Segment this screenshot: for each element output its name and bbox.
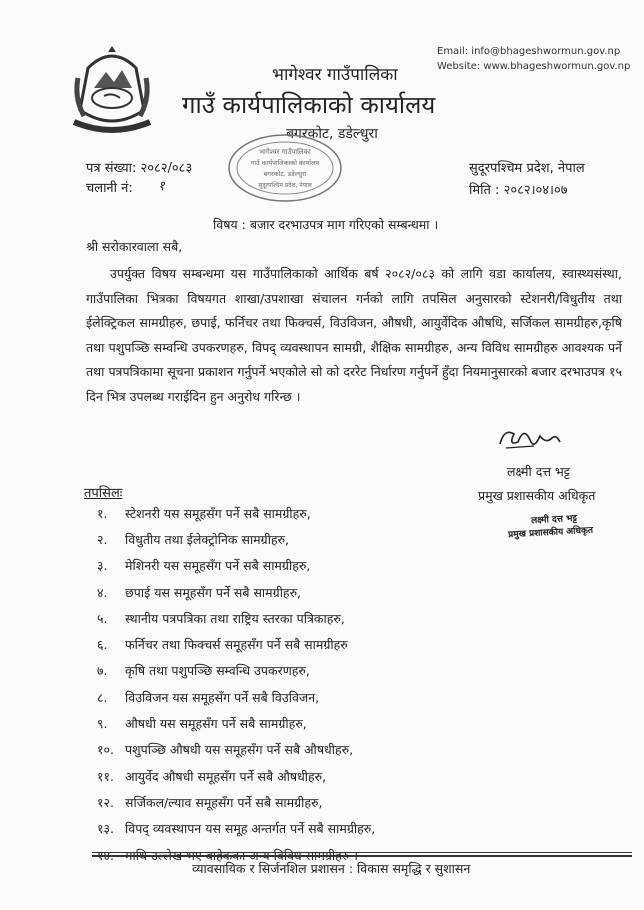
item-number: ६. <box>97 637 108 653</box>
stamp-line-4: सुदूरपश्चिम प्रदेश, नेपाल <box>258 182 312 189</box>
list-item <box>97 763 375 789</box>
list-item <box>97 500 375 526</box>
letter-body: उपर्युक्त विषय सम्बन्धमा यस गाउँपालिकाको आर्थिक बर्ष २०८२/०८३ को लागि वडा कार्यालय, स्वास्थ्यसंस्था, गाउँपालिका भित्रका विषयगत शाखा/उपशाखा संचालन गर्नको लागि तपसिल अनुसारको स्टेशनरी/विधुतीय तथा ईलेक्ट्रिकल सामग्रीहरु, छपाई, फर्निचर तथा फिक्चर्स, विउविजन, औषधी, आयुर्वेदिक औषधि, सर्जिकल सामग्रीहरु,कृषि तथा पशुपञ्छि सम्वन्धि उपकरणहरु, विपद् व्यवस्थापन सामग्री, शैक्षिक सामग्रीहरु, अन्य विविध सामग्रीहरु आवश्यक पर्ने तथा पत्रपत्रिकामा सूचना प्रकाशन गर्नुपर्ने भएकोले सो को दररेट निर्धारण गर्नुपर्ने हुँदा नियमानुसारको बजार दरभाउपत्र १५ दिन भित्र उपलब्ध गराईदिन हुन अनुरोध गरिन्छ । <box>86 266 622 404</box>
item-text: फर्निचर तथा फिक्चर्स समूहसँग पर्ने सबै सामग्रीहरु <box>125 637 348 653</box>
letter-date: मिति : २०८२।०४।०७ <box>469 183 568 198</box>
item-text: स्टेशनरी यस समूहसँग पर्ने सबै सामग्रीहरु, <box>125 505 311 521</box>
item-number: ८. <box>97 689 108 705</box>
item-number: १४. <box>97 847 114 863</box>
item-number: १३. <box>97 821 114 837</box>
office-name: गाउँ कार्यपालिकाको कार्यालय <box>182 91 436 119</box>
list-item <box>97 684 375 710</box>
office-address: बगरकोट, डडेल्धुरा <box>286 126 378 142</box>
item-number: ७. <box>97 663 108 679</box>
list-item <box>97 710 375 736</box>
footer-divider <box>92 852 632 853</box>
item-text: छपाई यस समूहसँग पर्ने सबै सामग्रीहरु, <box>125 584 302 600</box>
item-number: २. <box>97 531 108 547</box>
item-text: पशुपञ्छि औषधी यस समूहसँग पर्ने सबै औषधीहरु, <box>125 742 354 758</box>
footer-motto: व्यावसायिक र सिर्जनशिल प्रशासन : विकास समृद्धि र सुशासन <box>192 861 471 876</box>
item-text: विधुतीय तथा ईलेक्ट्रोनिक सामग्रीहरु, <box>125 531 290 547</box>
email-text: Email: info@bhageshwormun.gov.np <box>437 46 621 57</box>
dispatch-number-value: १ <box>158 179 165 194</box>
item-number: १०. <box>97 742 114 758</box>
tapasil-list <box>97 500 375 868</box>
list-item <box>97 658 375 684</box>
item-number: १२. <box>97 794 114 810</box>
item-text: मेशिनरी यस समूहसँग पर्ने सबै सामग्रीहरु, <box>125 558 311 574</box>
list-item <box>97 553 375 579</box>
item-number: ९. <box>97 716 108 732</box>
item-number: ११. <box>97 768 114 784</box>
list-item <box>97 526 375 552</box>
list-item <box>97 605 375 631</box>
item-text: सर्जिकल/ल्याव समूहसँग पर्ने सबै सामग्रीहरु, <box>125 794 323 810</box>
contact-info <box>437 44 630 74</box>
signature-seal-position: प्रमुख प्रशासकीय अधिकृत <box>507 525 594 541</box>
stamp-line-3: बगरकोट, डडेल्धुरा <box>263 170 307 178</box>
list-item <box>97 737 375 763</box>
tapasil-heading: तपसिलः <box>84 486 123 501</box>
website-text: Website: www.bhageshwormun.gov.np <box>437 61 631 72</box>
item-number: ५. <box>97 610 108 626</box>
signatory-name: लक्ष्मी दत्त भट्ट <box>507 464 570 479</box>
letter-subject: विषय : बजार दरभाउपत्र माग गरिएको सम्बन्धमा । <box>213 217 439 232</box>
list-item <box>97 816 375 842</box>
item-text: माथि उल्लेख भए बाहेकका अन्य विविध सामग्रीहरु । <box>125 847 358 863</box>
signatory-position: प्रमुख प्रशासकीय अधिकृत <box>478 488 596 503</box>
item-text: कृषि तथा पशुपञ्छि सम्वन्धि उपकरणहरु, <box>125 663 310 679</box>
office-stamp <box>226 132 344 204</box>
list-item <box>97 631 375 657</box>
handwritten-signature <box>494 422 564 456</box>
province-text: सुदूरपश्चिम प्रदेश, नेपाल <box>469 161 585 176</box>
nepal-emblem-logo <box>64 38 160 138</box>
footer-divider-thick <box>92 855 632 857</box>
item-number: ४. <box>97 584 108 600</box>
item-number: ३. <box>97 558 108 574</box>
municipality-name: भागेश्वर गाउँपालिका <box>272 65 398 85</box>
item-text: औषधी यस समूहसँग पर्ने सबै सामग्रीहरु, <box>125 716 307 732</box>
signature-seal-name: लक्ष्मी दत्त भट्ट <box>530 513 578 527</box>
item-text: स्थानीय पत्रपत्रिका तथा राष्ट्रिय स्तरका पत्रिकाहरु, <box>125 610 345 626</box>
dispatch-number-label: चलानी नं: <box>86 181 133 196</box>
list-item <box>97 789 375 815</box>
item-text: विउविजन यस समूहसँग पर्ने सबै विउविजन, <box>125 689 320 705</box>
stamp-line-2: गाउँ कार्यपालिकाको कार्यालय <box>250 159 320 167</box>
letter-number: पत्र संख्या: २०८२/०८३ <box>86 161 193 176</box>
stamp-line-1: भागेश्वर गाउँपालिका <box>259 148 311 156</box>
item-text: विपद् व्यवस्थापन यस समूह अन्तर्गत पर्ने सबै सामग्रीहरु, <box>125 821 376 837</box>
item-text: आयुर्वेद औषधी समूहसँग पर्ने सबै औषधीहरु, <box>125 768 327 784</box>
item-number: १. <box>97 505 108 521</box>
salutation: श्री सरोकारवाला सबै, <box>86 239 183 254</box>
list-item <box>97 579 375 605</box>
